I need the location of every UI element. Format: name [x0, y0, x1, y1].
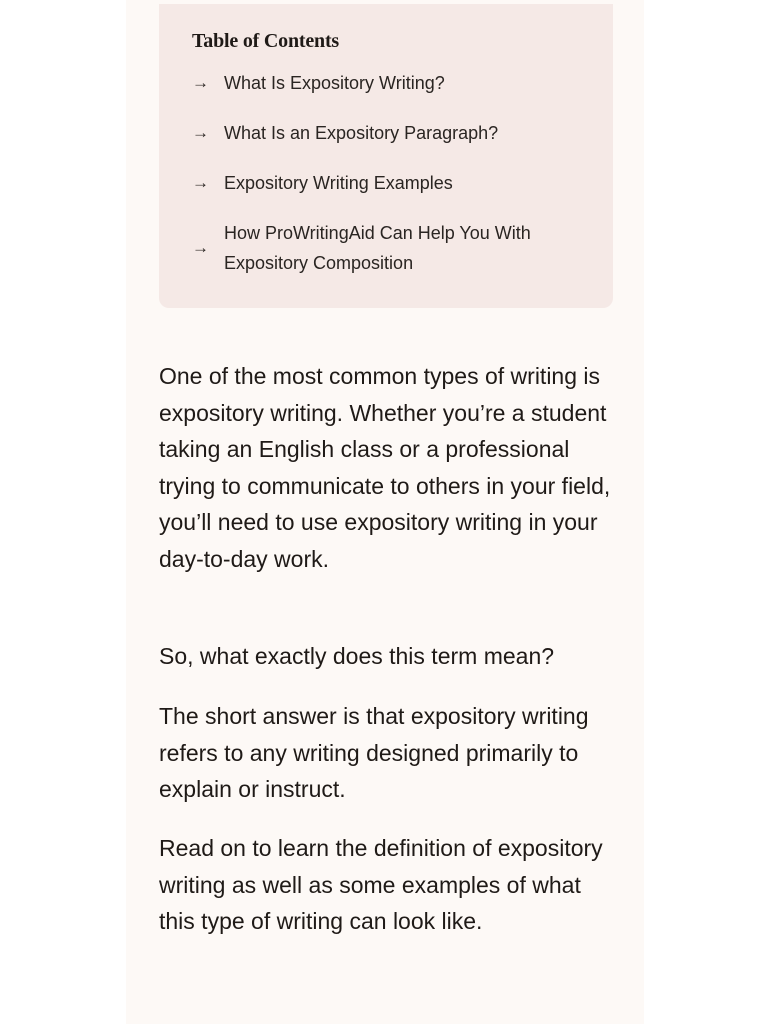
arrow-right-icon: → — [192, 123, 209, 142]
short-answer-paragraph: The short answer is that expository writing refers to any writing designed primarily to explain or instruct. — [159, 703, 589, 803]
toc-title: Table of Contents — [192, 30, 339, 52]
arrow-right-icon: → — [192, 238, 209, 257]
toc-link-label: How ProWritingAid Can Help You With Expository Composition — [224, 223, 531, 273]
toc-link-label: What Is Expository Writing? — [224, 73, 445, 93]
toc-link-label: What Is an Expository Paragraph? — [224, 123, 499, 143]
intro-paragraph: One of the most common types of writing is expository writing. Whether you’re a student taking an English class or a professional trying to communicate to others in your field, you’ll need to use expository writing in your day-to-day work. — [159, 363, 611, 572]
table-of-contents — [159, 4, 613, 308]
arrow-right-icon: → — [192, 73, 209, 92]
question-paragraph: So, what exactly does this term mean? — [159, 643, 555, 669]
toc-link-label: Expository Writing Examples — [224, 173, 453, 193]
read-on-paragraph: Read on to learn the definition of expository writing as well as some examples of what this type of writing can look like. — [159, 835, 603, 935]
article-page — [126, 0, 644, 1024]
arrow-right-icon: → — [192, 173, 209, 192]
